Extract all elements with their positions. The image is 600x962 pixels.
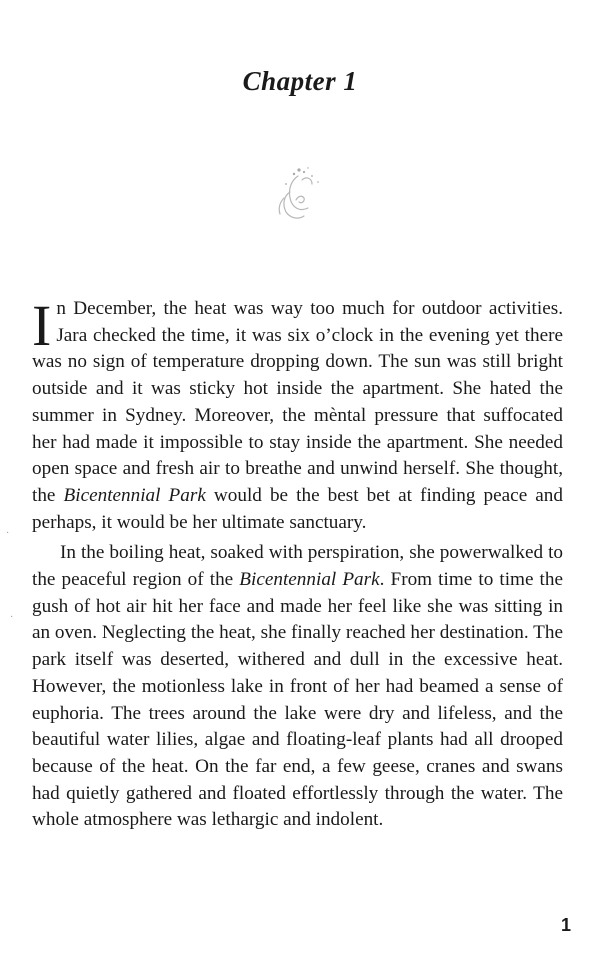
paragraph-2-tail: . From time to time the gush of hot air hit her face and made her feel like she was sitting in an oven. Neglecting the heat, she finally reached her destination. The park itself was deserted, withered and dull in the excessive heat. However, the motionless lake in front of her had beamed a sense of euphoria. The trees around the lake were dry and lifeless, and the beautiful water lilies, algae and floating-leaf plants had all drooped because of the heat. On the far end, a few geese, cranes and swans had quietly gathered and floated effortlessly through the water. The whole atmosphere was lethargic and indolent. [32, 569, 563, 831]
drop-cap: I [32, 293, 52, 358]
paragraph-1-text: n December, the heat was way too much for outdoor activities. Jara checked the time, it was six o’clock in the evening yet there was no sign of temperature dropping down. The sun was still bright outside and it was sticky hot inside the apartment. She hated the summer in Sydney. Moreover, the mèntal pressure that suffocated her had made it impossible to stay inside the apartment. She needed open space and fresh air to breathe and unwind herself. She thought, the [32, 298, 563, 506]
floral-swirl-ornament-icon [268, 162, 330, 228]
chapter-body [32, 293, 563, 834]
scan-speck: · [6, 528, 10, 539]
chapter-title: Chapter 1 [242, 66, 358, 96]
paragraph-1-tail: would be the best bet at finding peace and perhaps, it would be her ultimate sanctuary. [32, 484, 563, 533]
scan-speck: · [10, 612, 14, 623]
paragraph-1 [32, 293, 563, 536]
paragraph-1-italic: Bicentennial Park [63, 484, 206, 506]
paragraph-2-text: In the boiling heat, soaked with perspiration, she powerwalked to the peaceful region of the [32, 542, 563, 591]
paragraph-2-italic: Bicentennial Park [239, 569, 380, 591]
paragraph-2 [32, 540, 563, 834]
page-number: 1 [560, 915, 571, 935]
